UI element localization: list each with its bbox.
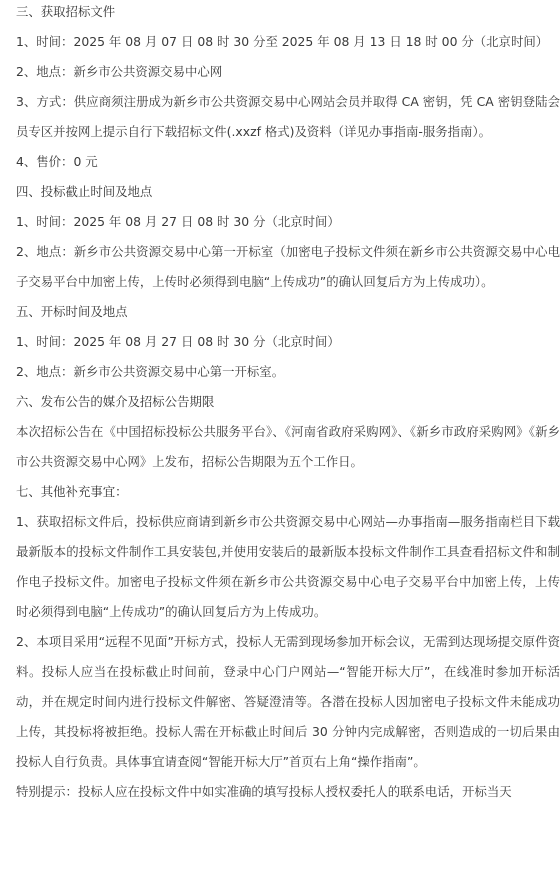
obtain-price-line: 4、售价：0 元 <box>16 154 98 169</box>
publication-media-line: 本次招标公告在《中国招标投标公共服务平台》、《河南省政府采购网》、《新乡市政府采购网》《新乡市公共资源交易中心网》上发布，招标公告期限为五个工作日。 <box>16 424 560 469</box>
deadline-time-line: 1、时间：2025 年 08 月 27 日 08 时 30 分（北京时间） <box>16 214 340 229</box>
obtain-time-line: 1、时间：2025 年 08 月 07 日 08 时 30 分至 2025 年 08 月 13 日 18 时 00 分（北京时间） <box>16 34 549 49</box>
special-notice-line: 特别提示：投标人应在投标文件中如实准确的填写投标人授权委托人的联系电话，开标当天 <box>16 784 512 799</box>
opening-time-line: 1、时间：2025 年 08 月 27 日 08 时 30 分（北京时间） <box>16 334 340 349</box>
deadline-location-line: 2、地点：新乡市公共资源交易中心第一开标室（加密电子投标文件须在新乡市公共资源交易中心电子交易平台中加密上传，上传时必须得到电脑“上传成功”的确认回复后方为上传成功）。 <box>16 244 560 289</box>
other-matters-line-2: 2、本项目采用“远程不见面”开标方式，投标人无需到现场参加开标会议，无需到达现场提交原件资料。投标人应当在投标截止时间前，登录中心门户网站—“智能开标大厅”，在线准时参加开标活动，并在规定时间内进行投标文件解密、答疑澄清等。各潜在投标人因加密电子投标文件未能成功上传，其投标将被拒绝。投标人需在开标截止时间后 30 分钟内完成解密，否则造成的一切后果由投标人自行负责。具体事宜请查阅“智能开标大厅”首页右上角“操作指南”。 <box>16 634 560 769</box>
section-heading-publication-media: 六、发布公告的媒介及招标公告期限 <box>16 394 215 409</box>
section-heading-obtain-documents: 三、获取招标文件 <box>16 4 116 19</box>
obtain-method-line: 3、方式：供应商须注册成为新乡市公共资源交易中心网站会员并取得 CA 密钥，凭 CA 密钥登陆会员专区并按网上提示自行下载招标文件(.xxzf 格式)及资料（详见办事指南-服务指南）。 <box>16 94 560 139</box>
other-matters-line-1: 1、获取招标文件后，投标供应商请到新乡市公共资源交易中心网站—办事指南—服务指南栏目下载最新版本的投标文件制作工具安装包,并使用安装后的最新版本投标文件制作工具查看招标文件和制作电子投标文件。加密电子投标文件须在新乡市公共资源交易中心电子交易平台中加密上传，上传时必须得到电脑“上传成功”的确认回复后方为上传成功。 <box>16 514 560 619</box>
opening-location-line: 2、地点：新乡市公共资源交易中心第一开标室。 <box>16 364 285 379</box>
obtain-location-line: 2、地点：新乡市公共资源交易中心网 <box>16 64 223 79</box>
section-heading-other-matters: 七、其他补充事宜： <box>16 484 128 499</box>
section-heading-bid-deadline: 四、投标截止时间及地点 <box>16 184 153 199</box>
section-heading-bid-opening: 五、开标时间及地点 <box>16 304 128 319</box>
